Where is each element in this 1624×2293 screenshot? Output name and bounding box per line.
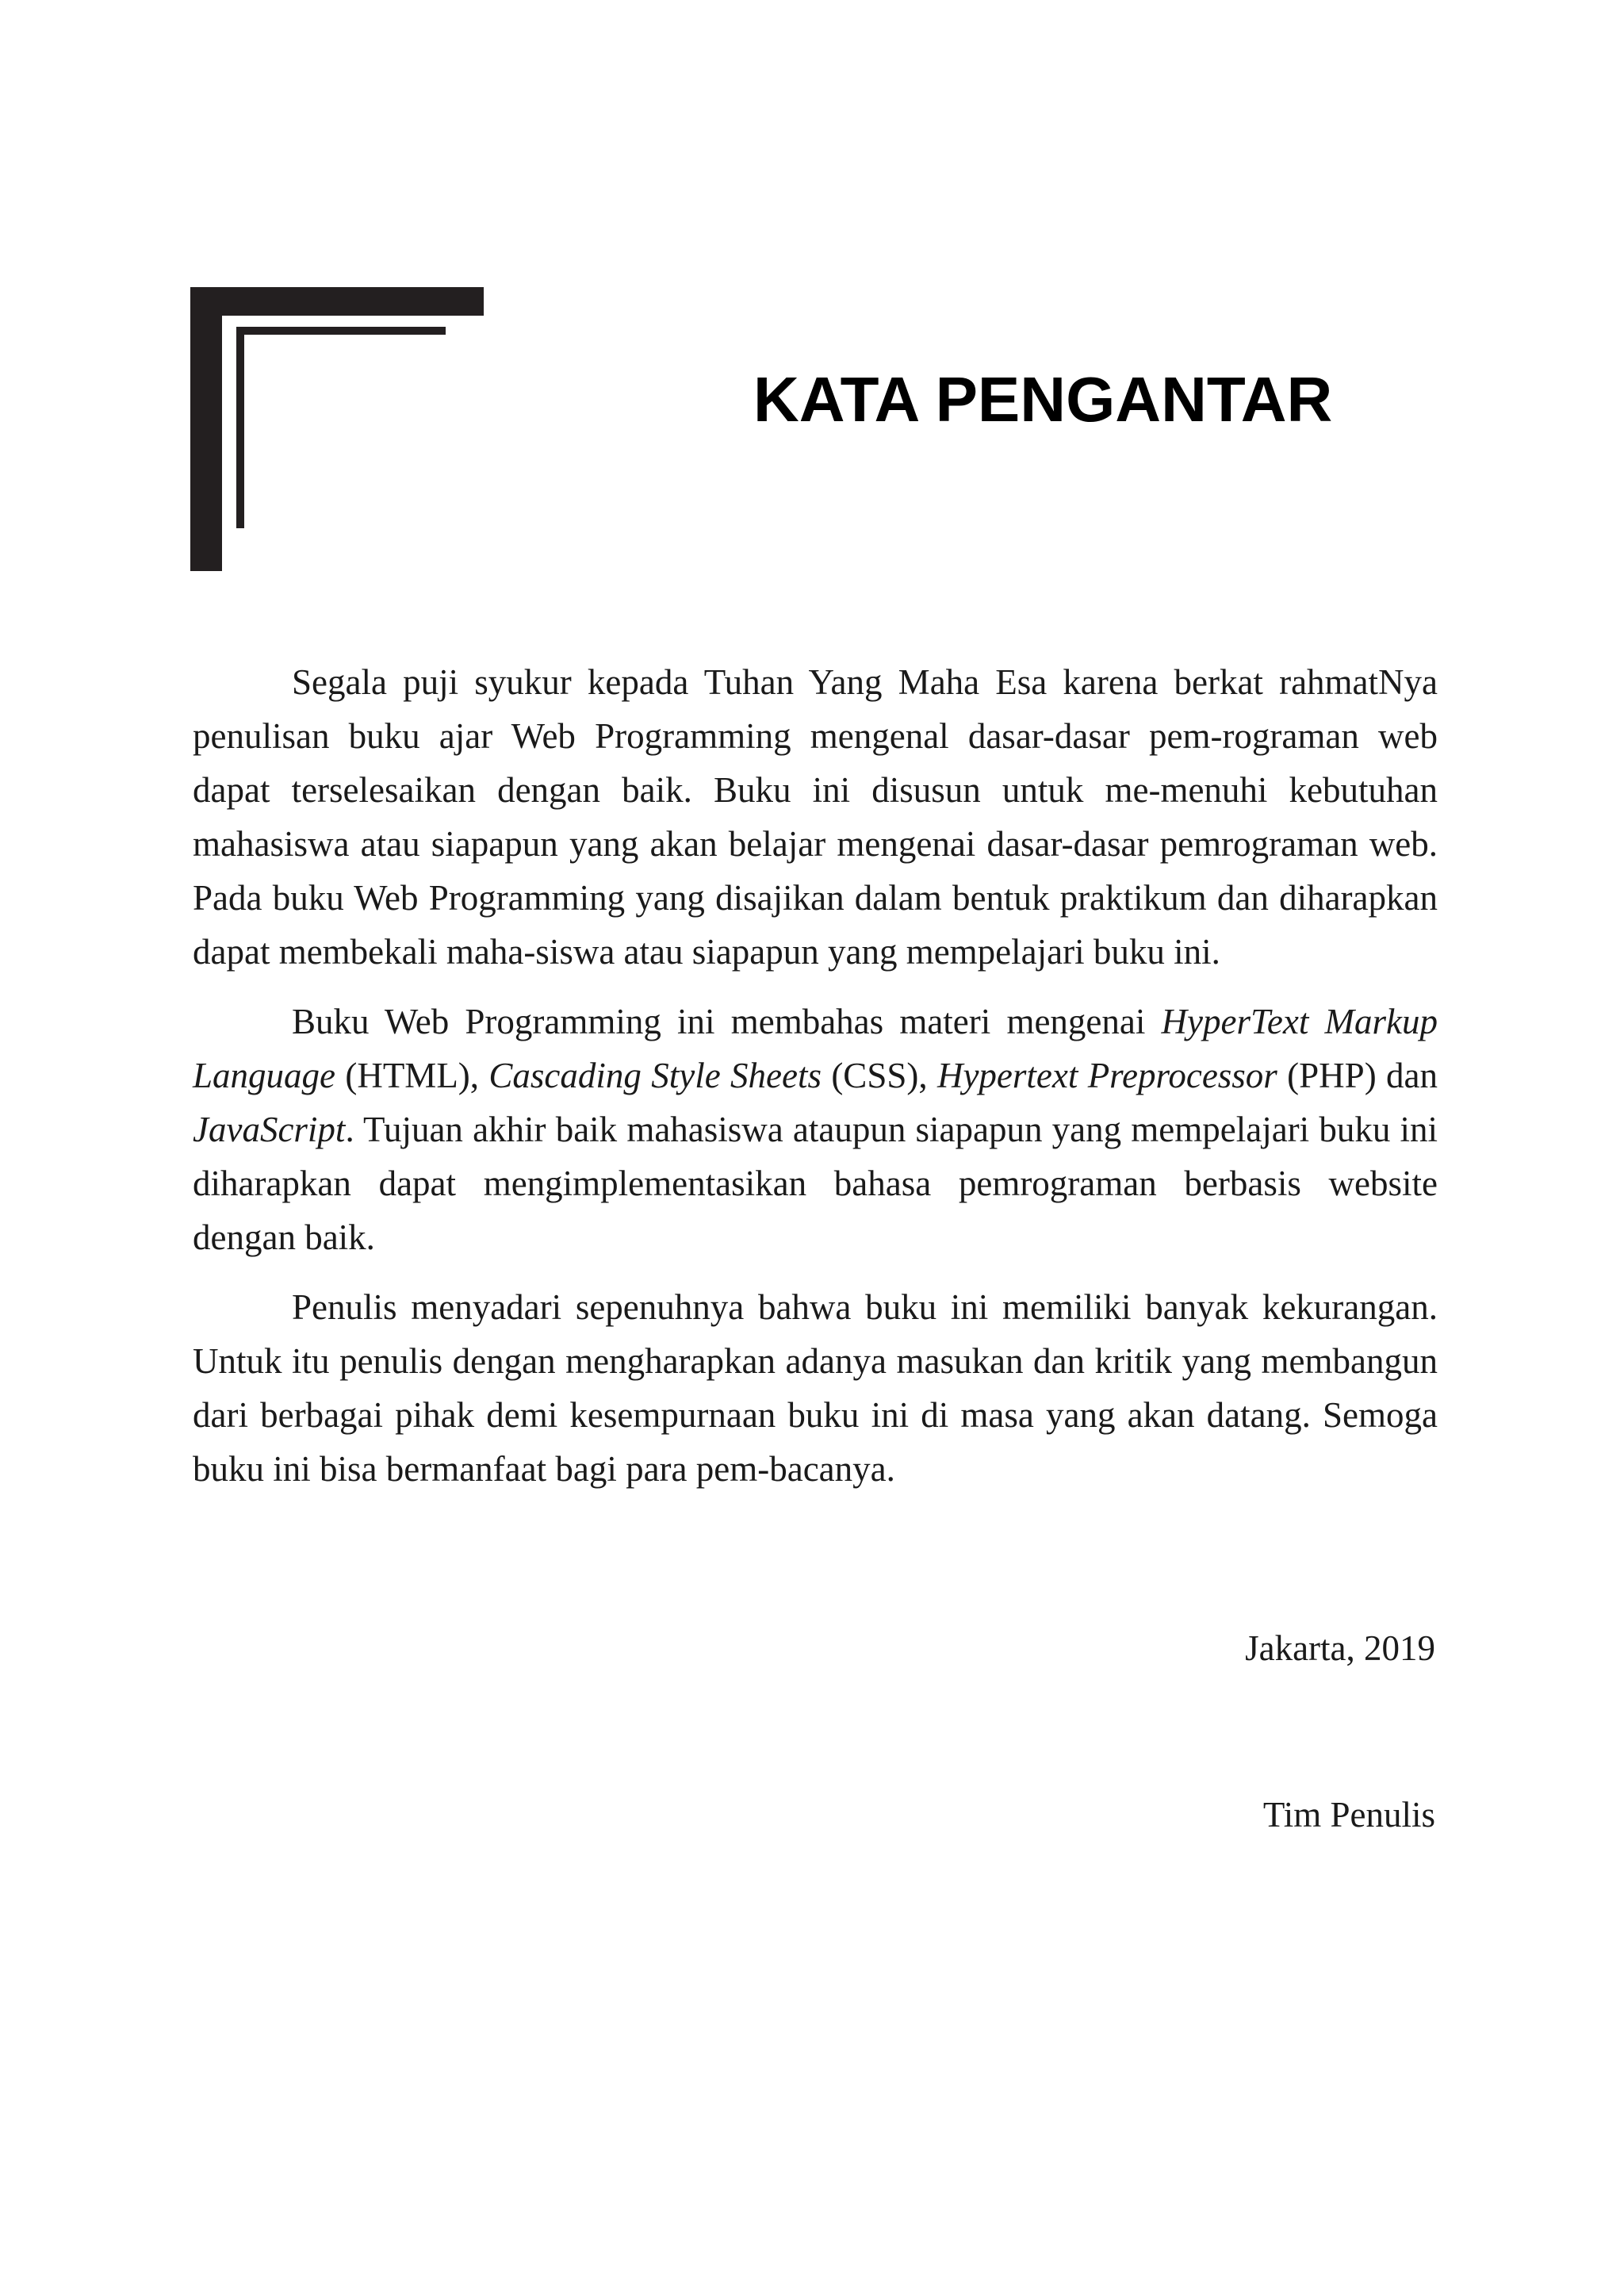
corner-ornament-outer-horizontal — [190, 287, 484, 316]
page-title: KATA PENGANTAR — [753, 364, 1333, 435]
paragraph-2-text-2: (HTML), — [335, 1056, 489, 1095]
signature: Tim Penulis — [1262, 1795, 1435, 1835]
corner-ornament-outer-vertical — [190, 287, 222, 571]
preface-body — [193, 655, 1438, 1512]
paragraph-1: Segala puji syukur kepada Tuhan Yang Maha Esa karena berkat rahmatNya penulisan buku ajar Web Programming mengenal dasar-dasar pem-rograman web dapat terselesaikan dengan baik. Buku ini disusun untuk me-menuhi kebutuhan mahasiswa atau siapapun yang akan belajar mengenai dasar-dasar pemrograman web. Pada buku Web Programming yang disajikan dalam bentuk praktikum dan diharapkan dapat membekali maha-siswa atau siapapun yang mempelajari buku ini. — [193, 662, 1438, 972]
paragraph-3: Penulis menyadari sepenuhnya bahwa buku ini memiliki banyak kekurangan. Untuk itu penulis dengan mengharapkan adanya masukan dan kritik yang membangun dari berbagai pihak demi kesempurnaan buku ini di masa yang akan datang. Semoga buku ini bisa bermanfaat bagi para pem-bacanya. — [193, 1287, 1438, 1489]
place-date: Jakarta, 2019 — [1245, 1628, 1435, 1668]
term-css: Cascading Style Sheets — [488, 1056, 822, 1095]
paragraph-2-text-1: Buku Web Programming ini membahas materi mengenai — [292, 1002, 1162, 1041]
paragraph-2-text-4: (PHP) dan — [1277, 1056, 1438, 1095]
term-html: HyperText Markup Language — [193, 1002, 1438, 1095]
paragraph-2-text-5: . Tujuan akhir baik mahasiswa ataupun siapapun yang mempelajari buku ini diharapkan dapat mengimplementasikan bahasa pemrograman berbasis website dengan baik. — [193, 1110, 1438, 1257]
paragraph-2-text-3: (CSS), — [821, 1056, 937, 1095]
corner-ornament-inner-horizontal — [236, 327, 446, 335]
paragraph-2 — [193, 995, 1438, 1264]
term-javascript: JavaScript — [193, 1110, 346, 1149]
corner-ornament-inner-vertical — [236, 327, 244, 528]
term-php: Hypertext Preprocessor — [936, 1056, 1277, 1095]
